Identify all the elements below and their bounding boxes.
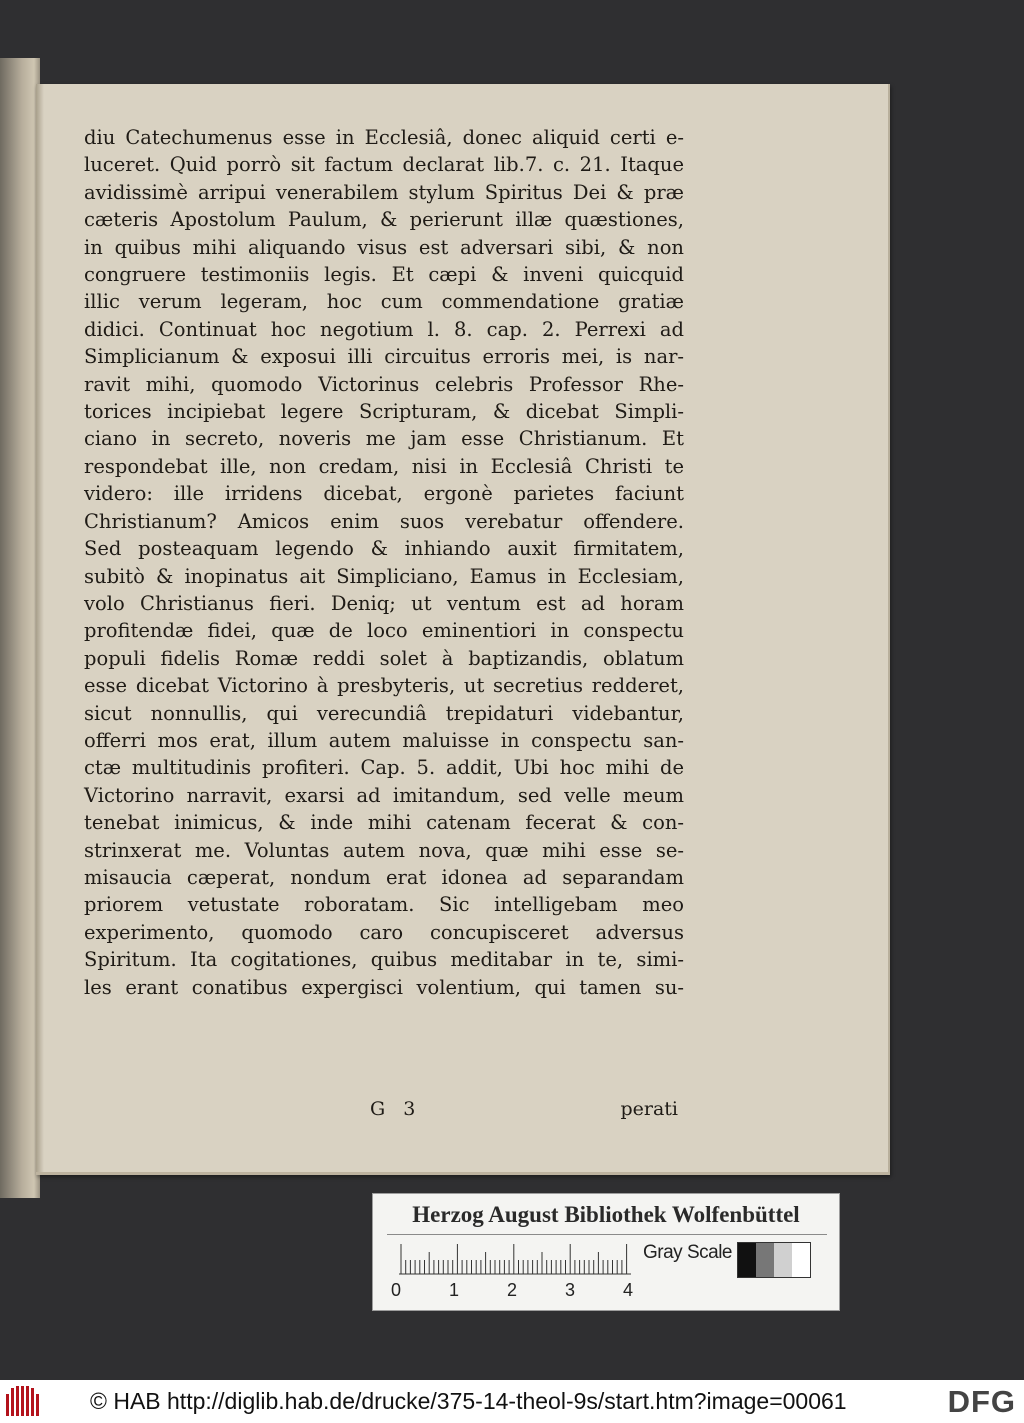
hab-logo-icon bbox=[6, 1386, 46, 1416]
ruler-numbers bbox=[391, 1280, 651, 1302]
gray-swatch-cell bbox=[756, 1243, 774, 1277]
text-line: tenebat inimicus, & inde mihi catenam fecerat & con- bbox=[84, 811, 684, 835]
ruler-scale bbox=[395, 1238, 635, 1278]
library-name: Herzog August Bibliothek Wolfenbüttel bbox=[412, 1202, 800, 1227]
hab-logo-bar bbox=[31, 1388, 34, 1416]
text-line: experimento, quomodo caro concupisceret adversus bbox=[84, 920, 684, 944]
gray-scale-label: Gray Scale bbox=[643, 1242, 732, 1263]
text-line: diu Catechumenus esse in Ecclesiâ, donec aliquid certi e- bbox=[84, 126, 684, 149]
hab-logo-bar bbox=[6, 1394, 9, 1416]
gray-swatch-cell bbox=[792, 1243, 810, 1277]
text-line: didici. Continuat hoc negotium l. 8. cap. 2. Perrexi ad bbox=[84, 317, 684, 341]
strip-divider bbox=[387, 1234, 827, 1235]
copyright-url[interactable]: © HAB http://diglib.hab.de/drucke/375-14-theol-9s/start.htm?image=00061 bbox=[90, 1388, 847, 1414]
gray-scale-swatch bbox=[737, 1242, 811, 1278]
text-line: cæteris Apostolum Paulum, & perierunt illæ quæstiones, bbox=[84, 208, 684, 232]
text-line: luceret. Quid porrò sit factum declarat lib.7. c. 21. Itaque bbox=[84, 153, 684, 177]
facing-page-edge bbox=[0, 58, 40, 1198]
text-line: Christianum? Amicos enim suos verebatur offendere. bbox=[84, 509, 684, 533]
page-text bbox=[84, 124, 684, 1001]
text-line: priorem vetustate roboratam. Sic intelligebam meo bbox=[84, 893, 684, 917]
text-line: congruere testimoniis legis. Et cæpi & inveni quicquid bbox=[84, 263, 684, 287]
viewer-footer-bar bbox=[0, 1380, 1024, 1423]
ruler-number: 4 bbox=[623, 1280, 634, 1300]
hab-logo-bar bbox=[36, 1394, 39, 1416]
book-page bbox=[36, 84, 890, 1175]
text-line: Sed posteaquam legendo & inhiando auxit firmitatem, bbox=[84, 537, 684, 561]
text-line: volo Christianus fieri. Deniq; ut ventum est ad horam bbox=[84, 591, 684, 615]
text-line: strinxerat me. Voluntas autem nova, quæ mihi esse se- bbox=[84, 838, 684, 862]
text-line: respondebat ille, non credam, nisi in Ecclesiâ Christi te bbox=[84, 454, 684, 478]
text-line: avidissimè arripui venerabilem stylum Spiritus Dei & præ bbox=[84, 180, 684, 204]
text-line: ctæ multitudinis profiteri. Cap. 5. addit, Ubi hoc mihi de bbox=[84, 756, 684, 780]
text-line: offerri mos erat, illum autem maluisse in conspectu san- bbox=[84, 728, 684, 752]
text-line: Spiritum. Ita cogitationes, quibus meditabar in te, simi- bbox=[84, 948, 684, 972]
text-line: populi fidelis Romæ reddi solet à baptizandis, oblatum bbox=[84, 646, 684, 670]
hab-logo-bar bbox=[26, 1386, 29, 1416]
hab-logo-bar bbox=[16, 1386, 19, 1416]
text-line: profitendæ fidei, quæ de loco eminentiori in conspectu bbox=[84, 619, 684, 643]
text-line: misaucia cæperat, nondum erat idonea ad separandam bbox=[84, 865, 684, 889]
gray-swatch-cell bbox=[738, 1243, 756, 1277]
text-line: Victorino narravit, exarsi ad imitandum, sed velle meum bbox=[84, 783, 684, 807]
hab-logo-bar bbox=[11, 1388, 14, 1416]
text-line: illic verum legeram, hoc cum commendatione gratiæ bbox=[84, 290, 684, 314]
text-line: torices incipiebat legere Scripturam, & dicebat Simpli- bbox=[84, 400, 684, 424]
ruler-number: 3 bbox=[565, 1280, 576, 1300]
text-line: les erant conatibus expergisci volentium, qui tamen su- bbox=[84, 975, 684, 999]
signature-mark: G 3 bbox=[370, 1098, 422, 1120]
catchword: perati bbox=[620, 1098, 678, 1120]
text-line: subitò & inopinatus ait Simpliciano, Eamus in Ecclesiam, bbox=[84, 564, 684, 588]
text-line: esse dicebat Victorino à presbyteris, ut secretius redderet, bbox=[84, 674, 684, 698]
dfg-logo: DFG bbox=[947, 1384, 1016, 1419]
text-line: videro: ille irridens dicebat, ergonè parietes faciunt bbox=[84, 482, 684, 506]
page-footer-line bbox=[84, 1098, 678, 1126]
text-line: ravit mihi, quomodo Victorinus celebris Professor Rhe- bbox=[84, 372, 684, 396]
text-line: sicut nonnullis, qui verecundiâ trepidaturi videbantur, bbox=[84, 701, 684, 725]
color-calibration-strip bbox=[372, 1193, 840, 1311]
ruler-number: 2 bbox=[507, 1280, 518, 1300]
ruler-number: 0 bbox=[391, 1280, 402, 1300]
gray-swatch-cell bbox=[774, 1243, 792, 1277]
ruler-number: 1 bbox=[449, 1280, 460, 1300]
text-line: ciano in secreto, noveris me jam esse Christianum. Et bbox=[84, 427, 684, 451]
text-line: in quibus mihi aliquando visus est adversari sibi, & non bbox=[84, 235, 684, 259]
text-line: Simplicianum & exposui illi circuitus erroris mei, is nar- bbox=[84, 345, 684, 369]
hab-logo-bar bbox=[21, 1386, 24, 1416]
